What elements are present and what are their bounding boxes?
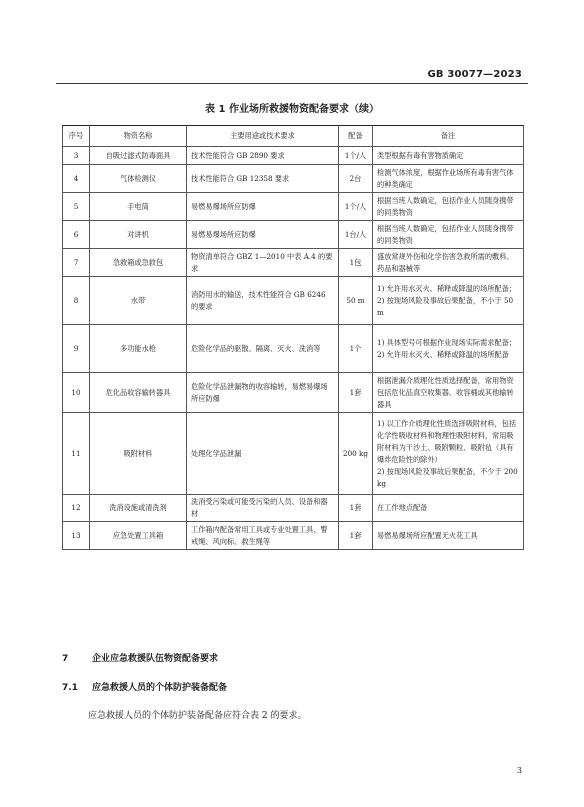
cell-quantity: 50 m (339, 277, 373, 325)
section-7-1-number: 7.1 (62, 683, 78, 693)
cell-item-name: 手电筒 (90, 193, 187, 221)
table-row (63, 147, 524, 165)
cell-quantity: 1套 (339, 373, 373, 413)
cell-usage: 易燃易爆场所应防爆 (187, 221, 339, 249)
cell-note: 易燃易爆场所应配置无火花工具 (373, 522, 524, 550)
section-7-title: 企业应急救援队伍物资配备要求 (92, 654, 219, 664)
column-header-no: 序号 (63, 126, 90, 147)
cell-number: 10 (63, 373, 90, 413)
section-7-1-heading (62, 680, 227, 693)
cell-number: 6 (63, 221, 90, 249)
cell-number: 3 (63, 147, 90, 165)
column-header-qty: 配备 (339, 126, 373, 147)
page-number: 3 (516, 766, 522, 775)
cell-note: 根据泄漏介质理化性质选择配备，常用物资包括危化品真空收集器、收容桶或其他输转器具 (373, 373, 524, 413)
cell-number: 5 (63, 193, 90, 221)
section-7-1-title: 应急救援人员的个体防护装备配备 (92, 683, 228, 693)
cell-usage: 技术性能符合 GB 2890 要求 (187, 147, 339, 165)
cell-usage: 危险化学品的驱散、隔离、灭火、洗消等 (187, 325, 339, 373)
rescue-supplies-table (62, 125, 524, 550)
cell-number: 13 (63, 522, 90, 550)
table-row (63, 522, 524, 550)
cell-quantity: 1个 (339, 325, 373, 373)
cell-note: 1) 允许用水灭火、稀释或降温的场所配备； 2) 按现场风险及事故后果配备，不小于 50 m (373, 277, 524, 325)
table-title: 表 1 作业场所救援物资配备要求（续） (205, 104, 379, 115)
table-header-row (63, 126, 524, 147)
table-row (63, 165, 524, 193)
cell-usage: 物资清单符合 GBZ 1—2010 中表 A.4 的要求 (187, 249, 339, 277)
cell-usage: 消防用水的输送，技术性能符合 GB 6246 的要求 (187, 277, 339, 325)
cell-item-name: 急救箱或急救包 (90, 249, 187, 277)
cell-quantity: 1套 (339, 522, 373, 550)
cell-item-name: 应急处置工具箱 (90, 522, 187, 550)
cell-item-name: 水带 (90, 277, 187, 325)
cell-usage: 危险化学品泄漏物的收容输转，易燃易爆场所应防爆 (187, 373, 339, 413)
cell-number: 7 (63, 249, 90, 277)
section-7-heading (62, 651, 218, 664)
cell-item-name: 洗消设施或清洗剂 (90, 495, 187, 522)
cell-number: 4 (63, 165, 90, 193)
cell-quantity: 1个/人 (339, 147, 373, 165)
cell-number: 8 (63, 277, 90, 325)
table-body (63, 147, 524, 550)
cell-quantity: 2台 (339, 165, 373, 193)
cell-note: 盛放常规外伤和化学伤害急救所需的敷料、药品和器械等 (373, 249, 524, 277)
column-header-usage: 主要用途或技术要求 (187, 126, 339, 147)
cell-item-name: 自吸过滤式防毒面具 (90, 147, 187, 165)
table-row (63, 325, 524, 373)
table-row (63, 221, 524, 249)
cell-usage: 洗消受污染或可能受污染的人员、设备和器材 (187, 495, 339, 522)
body-paragraph: 应急救援人员的个体防护装备配备应符合表 2 的要求。 (88, 711, 307, 721)
cell-item-name: 气体检测仪 (90, 165, 187, 193)
standard-number: GB 30077—2023 (427, 69, 522, 80)
table-row (63, 495, 524, 522)
cell-item-name: 对讲机 (90, 221, 187, 249)
cell-number: 9 (63, 325, 90, 373)
cell-note: 1) 具体型号可根据作业现场实际需求配备； 2) 允许用水灭火、稀释或降温的场所配备 (373, 325, 524, 373)
cell-note: 根据当班人数确定，包括作业人员随身携带的同类物资 (373, 193, 524, 221)
cell-usage: 处理化学品泄漏 (187, 413, 339, 495)
cell-note: 在工作地点配备 (373, 495, 524, 522)
cell-usage: 技术性能符合 GB 12358 要求 (187, 165, 339, 193)
section-7-number: 7 (62, 654, 69, 664)
header-rule (56, 83, 528, 84)
column-header-note: 备注 (373, 126, 524, 147)
cell-item-name: 多功能水枪 (90, 325, 187, 373)
cell-number: 12 (63, 495, 90, 522)
cell-quantity: 1套 (339, 495, 373, 522)
cell-item-name: 吸附材料 (90, 413, 187, 495)
cell-note: 类型根据有毒有害物质确定 (373, 147, 524, 165)
table-row (63, 373, 524, 413)
cell-note: 1) 以工作介质理化性质选择吸附材料，包括化学性吸收材料和物理性吸附材料，常用吸附材料为干沙土、吸附颗粒、吸附毡（具有爆炸危险性的除外） 2) 按现场风险及事故后果配备，不少于 200 kg (373, 413, 524, 495)
cell-usage: 工作箱内配备常用工具或专业处置工具、警戒绳、风向标、救生绳等 (187, 522, 339, 550)
table-row (63, 413, 524, 495)
cell-quantity: 200 kg (339, 413, 373, 495)
cell-note: 根据当班人数确定，包括作业人员随身携带的同类物资 (373, 221, 524, 249)
column-header-name: 物资名称 (90, 126, 187, 147)
cell-item-name: 危化品收容输转器具 (90, 373, 187, 413)
cell-quantity: 1个/人 (339, 193, 373, 221)
table-row (63, 277, 524, 325)
cell-quantity: 1台/人 (339, 221, 373, 249)
cell-note: 检测气体浓度，根据作业场所有毒有害气体的种类确定 (373, 165, 524, 193)
cell-quantity: 1包 (339, 249, 373, 277)
table-row (63, 249, 524, 277)
cell-usage: 易燃易爆场所应防爆 (187, 193, 339, 221)
cell-number: 11 (63, 413, 90, 495)
table-row (63, 193, 524, 221)
